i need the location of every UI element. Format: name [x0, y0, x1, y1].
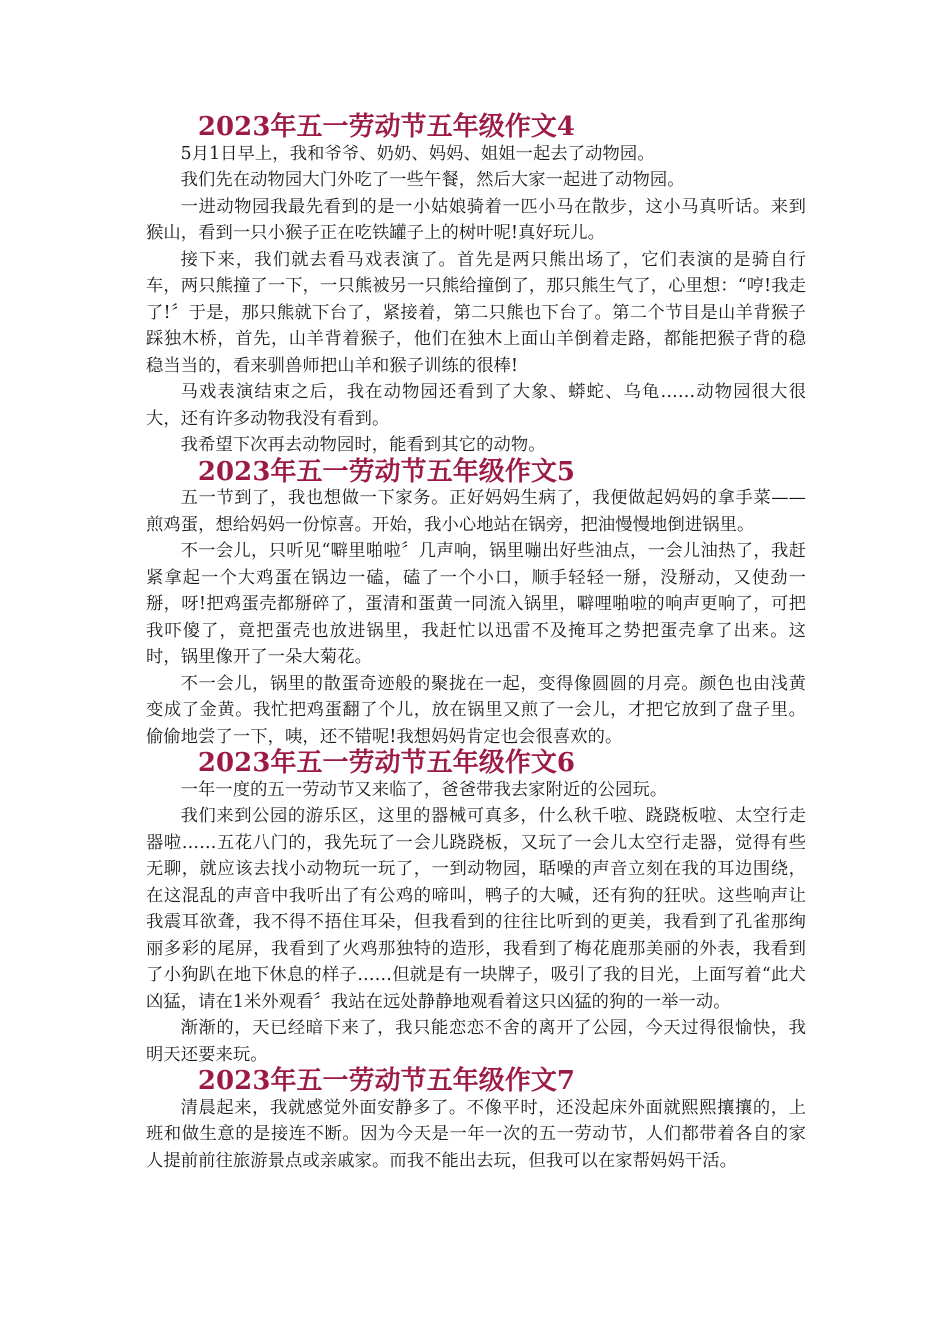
paragraph: 我们先在动物园大门外吃了一些午餐，然后大家一起进了动物园。: [180, 170, 685, 190]
document-page: [146, 114, 806, 1174]
section-title: 2023年五一劳动节五年级作文5: [197, 456, 576, 487]
paragraph: 清晨起来，我就感觉外面安静多了。不像平时，还没起床外面就熙熙攘攘的，上班和做生意的是接连不断。因为今天是一年一次的五一劳动节，人们都带着各自的家人提前前往旅游景点或亲戚家。而我不能出去玩，但我可以在家帮妈妈干活。: [146, 1097, 806, 1171]
paragraph: 一年一度的五一劳动节又来临了，爸爸带我去家附近的公园玩。: [180, 779, 668, 800]
essay-section-4: [146, 114, 806, 459]
paragraph: 一进动物园我最先看到的是一小姑娘骑着一匹小马在散步，这小马真听话。来到猴山，看到一只小猴子正在吃铁罐子上的树叶呢!真好玩儿。: [146, 196, 806, 243]
paragraph: 五一节到了，我也想做一下家务。正好妈妈生病了，我便做起妈妈的拿手菜——煎鸡蛋，想给妈妈一份惊喜。开始，我小心地站在锅旁，把油慢慢地倒进锅里。: [146, 488, 806, 535]
paragraph: 我们来到公园的游乐区，这里的器械可真多，什么秋千啦、跷跷板啦、太空行走器啦……五花八门的，我先玩了一会儿跷跷板，又玩了一会儿太空行走器，觉得有些无聊，就应该去找小动物玩一玩了，一到动物园，聒噪的声音立刻在我的耳边围绕，在这混乱的声音中我听出了有公鸡的啼叫，鸭子的大喊，还有狗的狂吠。这些响声让我震耳欲聋，我不得不捂住耳朵，但我看到的往往比听到的更美，我看到了孔雀那绚丽多彩的尾屏，我看到了火鸡那独特的造形，我看到了梅花鹿那美丽的外表，我看到了小狗趴在地下休息的样子……但就是有一块牌子，吸引了我的目光，上面写着“此犬凶猛，请在1米外观看〞我站在远处静静地观看着这只凶猛的狗的一举一动。: [146, 806, 806, 1012]
paragraph: 马戏表演结束之后，我在动物园还看到了大象、蟒蛇、乌龟……动物园很大很大，还有许多动物我没有看到。: [146, 382, 806, 429]
essay-section-6: [146, 750, 806, 1068]
essay-section-5: [146, 456, 806, 751]
paragraph: 不一会儿，只听见“噼里啪啦〞几声响，锅里嘣出好些油点，一会儿油热了，我赶紧拿起一个大鸡蛋在锅边一磕，磕了一个小口，顺手轻轻一掰，没掰动，又使劲一掰，呀!把鸡蛋壳都掰碎了，蛋清和蛋黄一同流入锅里，噼哩啪啦的响声更响了，可把我吓傻了，竟把蛋壳也放进锅里，我赶忙以迅雷不及掩耳之势把蛋壳拿了出来。这时，锅里像开了一朵大菊花。: [146, 541, 806, 667]
paragraph: 接下来，我们就去看马戏表演了。首先是两只熊出场了，它们表演的是骑自行车，两只熊撞了一下，一只熊被另一只熊给撞倒了，那只熊生气了，心里想：“哼!我走了!〞于是，那只熊就下台了，紧接着，第二只熊也下台了。第二个节目是山羊背猴子踩独木桥，首先，山羊背着猴子，他们在独木上面山羊倒着走路，都能把猴子背的稳稳当当的，看来驯兽师把山羊和猴子训练的很棒!: [146, 249, 806, 376]
section-title: 2023年五一劳动节五年级作文6: [197, 748, 576, 778]
paragraph: 渐渐的，天已经暗下来了，我只能恋恋不舍的离开了公园，今天过得很愉快，我明天还要来玩。: [146, 1018, 806, 1065]
paragraph: 不一会儿，锅里的散蛋奇迹般的聚拢在一起，变得像圆圆的月亮。颜色也由浅黄变成了金黄。我忙把鸡蛋翻了个儿，放在锅里又煎了一会儿，才把它放到了盘子里。偷偷地尝了一下，咦，还不错呢!我想妈妈肯定也会很喜欢的。: [146, 673, 806, 747]
section-title: 2023年五一劳动节五年级作文7: [197, 1066, 576, 1096]
section-title: 2023年五一劳动节五年级作文4: [197, 112, 576, 142]
paragraph: 我希望下次再去动物园时，能看到其它的动物。: [180, 435, 546, 455]
paragraph: 5月1日早上，我和爷爷、奶奶、妈妈、姐姐一起去了动物园。: [180, 143, 655, 164]
essay-section-7: [146, 1068, 806, 1174]
